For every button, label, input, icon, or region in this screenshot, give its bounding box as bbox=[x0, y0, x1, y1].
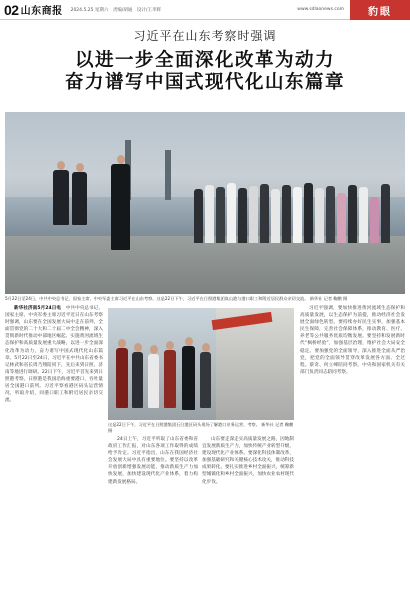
headline-line-2: 奋力谱写中国式现代化山东篇章 bbox=[64, 72, 345, 93]
issue-meta: 2024.5.25 星期六 责编/胡通 设计/王李辉 bbox=[70, 7, 161, 13]
article-paragraph bbox=[5, 305, 103, 404]
photo-person-center bbox=[111, 164, 130, 250]
photo-ground bbox=[5, 236, 405, 294]
headline-line-1: 以进一步全面深化改革为动力 bbox=[74, 50, 335, 71]
subtitle: 习近平在山东考察时强调 bbox=[133, 29, 277, 43]
photo-crane bbox=[165, 150, 171, 200]
headline-block bbox=[0, 27, 410, 94]
article-column-1 bbox=[5, 305, 103, 595]
second-photo bbox=[108, 308, 294, 420]
photo-person bbox=[148, 354, 159, 408]
photo-person bbox=[164, 350, 176, 408]
photo-person bbox=[132, 352, 143, 408]
second-photo-caption: 这是22日下午，习近平在日照港集团石臼港区码头现场了解港口业务运营、考察。 新华社 记者 鞠鹏 摄 bbox=[108, 422, 294, 433]
masthead bbox=[0, 0, 410, 20]
photo-crowd bbox=[194, 157, 399, 243]
photo-person bbox=[200, 352, 211, 408]
article-paragraph: 山东要走深走实高质量发展之路，因地制宜发展新质生产力，加快传统产业转型升级，建设现代化产业体系。要深化科技体制改革，加强基础研究和关键核心技术攻关，推动科技成果转化。要扎实推进乡村全面振兴，统筹新型城镇化和乡村全面振兴，加快农业农村现代化步伐。 bbox=[202, 437, 294, 485]
article-column-2b bbox=[202, 436, 294, 594]
photo-person bbox=[53, 170, 69, 225]
dateline: 新华社济南5月24日电 bbox=[14, 306, 62, 311]
website-url[interactable]: www.sdlaonews.com bbox=[297, 7, 344, 12]
column-1-text: 中共中央总书记、国家主席、中央军委主席习近平近日在山东考察时强调，山东要在全国发展大局中走在前列，全面贯彻党的二十大和二十届二中全会精神，深入贯彻新时代推动中部地区崛起、实施黄河流域生态保护和高质量发展重大战略，以进一步全面深化改革为动力，奋力谱写中国式现代化山东篇章。5月22日至24日，习近平在中共山东省委书记林武和省长周乃翔陪同下，先后来到日照、济南等地进行调研。22日下午，习近平首先来到日照港考察。日照港是我国沿海重要港口，吞吐量居全国港口前列。习近平察看港区码头运营情况，听取介绍，同港口职工和附近居民亲切交流。 bbox=[5, 306, 103, 404]
article-paragraph: 24日上午，习近平听取了山东省委和省政府工作汇报，对山东各项工作取得的成绩给予肯定。习近平指出，山东在我国经济社会发展大局中具有重要地位。要坚持以改革开放创新增强发展动能，推动新质生产力加快发展，加快建设现代化产业体系，着力构建新发展格局。 bbox=[108, 437, 198, 485]
photo-person-center bbox=[182, 346, 195, 410]
photo-person bbox=[116, 348, 128, 408]
main-photo bbox=[5, 112, 405, 294]
article-paragraph: 习近平强调，要加快推进黄河流域生态保护和高质量发展，以生态保护为前提，推动经济社会发展全面绿色转型。要持续办好民生实事，加强基本民生保障，完善社会保障体系，推动教育、医疗、养老等公共服务优质均衡发展。要坚持和发展新时代“枫桥经验”，加强基层治理，维护社会大局安全稳定。要加强党的全面领导，深入推进全面从严治党，把党的全面领导贯穿改革发展各方面、全过程。蔡奇、何立峰陪同考察。中央和国家机关有关部门负责同志陪同考察。 bbox=[300, 306, 405, 375]
page-number: 02 bbox=[4, 1, 19, 18]
paper-name: 山东商报 bbox=[20, 6, 63, 17]
section-badge bbox=[350, 0, 410, 20]
masthead-left bbox=[0, 0, 350, 20]
article-column-3 bbox=[300, 305, 405, 595]
section-name: 豹眼 bbox=[368, 6, 392, 18]
photo-person bbox=[72, 172, 87, 225]
main-photo-caption: 5月22日至24日，中共中央总书记、国家主席、中央军委主席习近平在山东考察。这是22日下午，习近平在日照港集团岚山港与港口职工和附近居民群众亲切交流。 新华社 记者 鞠鹏 摄 bbox=[5, 296, 348, 301]
article-column-2a bbox=[108, 436, 198, 594]
